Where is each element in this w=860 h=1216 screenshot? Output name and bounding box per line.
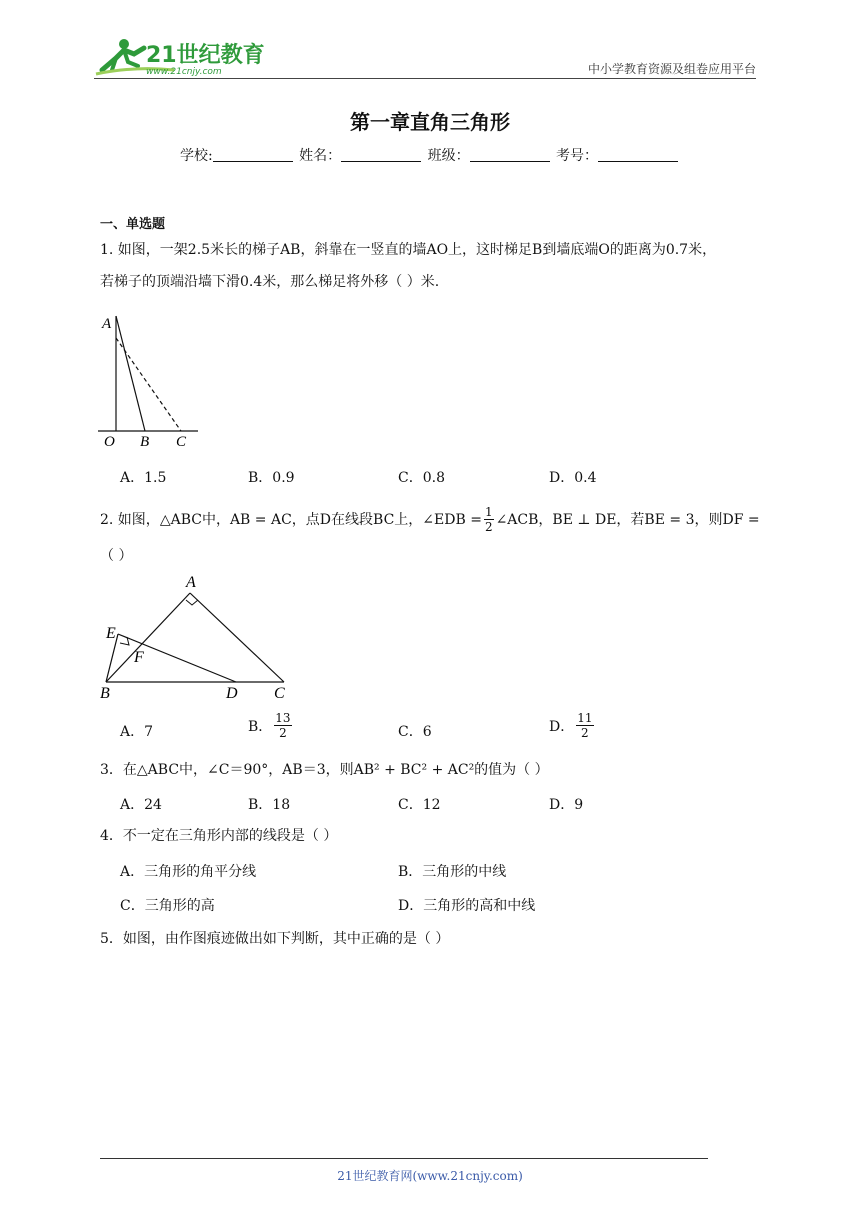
school-blank[interactable] — [213, 147, 293, 162]
section-heading: 一、单选题 — [100, 217, 166, 232]
logo-text: 21世纪教育 — [146, 43, 264, 68]
q2-label-C: C — [274, 685, 285, 702]
q1-label-C: C — [176, 434, 187, 448]
q2-half-fraction: $\frac{1}{2}$ — [484, 505, 493, 534]
q1-line1: 1. 如图，一架2.5米长的梯子AB，斜靠在一竖直的墙AO上，这时梯足B到墙底端O的距离为0.7米， — [100, 242, 717, 258]
q2-part1: 2. 如图， — [100, 511, 160, 528]
q4-option-c[interactable]: C．三角形的高 — [120, 898, 215, 914]
q4-text: 4．不一定在三角形内部的线段是（ ） — [100, 828, 338, 844]
q3-option-a[interactable]: A．24 — [120, 797, 162, 813]
q1-label-O: O — [104, 434, 115, 448]
q1-line2: 若梯子的顶端沿墙下滑0.4米，那么梯足将外移（ ）米. — [100, 274, 440, 290]
q4-option-b[interactable]: B．三角形的中线 — [398, 864, 507, 880]
name-blank[interactable] — [341, 147, 421, 162]
class-label: 班级： — [427, 148, 470, 164]
q1-option-b[interactable]: B．0.9 — [248, 470, 295, 486]
q2-label-E: E — [106, 625, 116, 642]
q2-option-c[interactable]: C．6 — [398, 724, 432, 740]
q2-line2: （ ） — [100, 548, 133, 564]
site-logo — [94, 36, 264, 78]
platform-name: 中小学教育资源及组卷应用平台 — [587, 62, 756, 76]
q1-option-d[interactable]: D．0.4 — [549, 470, 597, 486]
logo-url: www.21cnjy.com — [146, 67, 222, 77]
header-divider — [94, 78, 756, 79]
q2-triangle-figure — [98, 570, 298, 702]
q1-label-A: A — [102, 316, 112, 332]
number-blank[interactable] — [598, 147, 678, 162]
q1-option-c[interactable]: C．0.8 — [398, 470, 445, 486]
q1-ladder-figure — [98, 308, 208, 448]
q3-option-c[interactable]: C．12 — [398, 797, 441, 813]
q2-part3: ∠ACB，BE ⊥ DE，若BE = 3，则DF = — [495, 511, 760, 528]
q2-part2: △ABC中，AB = AC，点D在线段BC上，∠EDB = — [159, 511, 482, 528]
page-title: 第一章直角三角形 — [350, 110, 510, 134]
q2-option-b-fraction: $\frac{13}{2}$ — [275, 711, 291, 740]
q3-option-d[interactable]: D．9 — [549, 797, 584, 813]
q4-option-d[interactable]: D．三角形的高和中线 — [398, 898, 536, 914]
q1-label-B: B — [140, 434, 150, 448]
school-label: 学校: — [179, 148, 213, 164]
q2-option-a[interactable]: A．7 — [120, 724, 154, 740]
student-info — [0, 145, 860, 165]
q2-option-d[interactable]: D． $\frac{11}{2}$ — [549, 711, 593, 740]
name-label: 姓名： — [299, 148, 342, 164]
q5-text: 5．如图，由作图痕迹做出如下判断，其中正确的是（ ） — [100, 931, 450, 947]
runner-logo-icon — [94, 36, 264, 78]
q2-label-F: F — [134, 649, 144, 666]
q3-option-b[interactable]: B．18 — [248, 797, 291, 813]
q2-option-b[interactable]: B． $\frac{13}{2}$ — [248, 711, 291, 740]
q4-option-a[interactable]: A．三角形的角平分线 — [120, 864, 257, 880]
q2-label-B: B — [100, 685, 110, 702]
q2-line1 — [100, 505, 770, 534]
q2-label-A: A — [186, 574, 196, 591]
footer-link[interactable]: 21世纪教育网(www.21cnjy.com) — [337, 1169, 523, 1183]
number-label: 考号： — [556, 148, 599, 164]
q3-text: 3．在△ABC中，∠C＝90°，AB＝3，则AB² + BC² + AC²的值为（ ） — [100, 762, 549, 778]
class-blank[interactable] — [470, 147, 550, 162]
q1-option-a[interactable]: A．1.5 — [120, 470, 167, 486]
footer-divider — [100, 1158, 708, 1159]
q2-label-D: D — [226, 685, 238, 702]
q2-option-d-fraction: $\frac{11}{2}$ — [577, 711, 593, 740]
